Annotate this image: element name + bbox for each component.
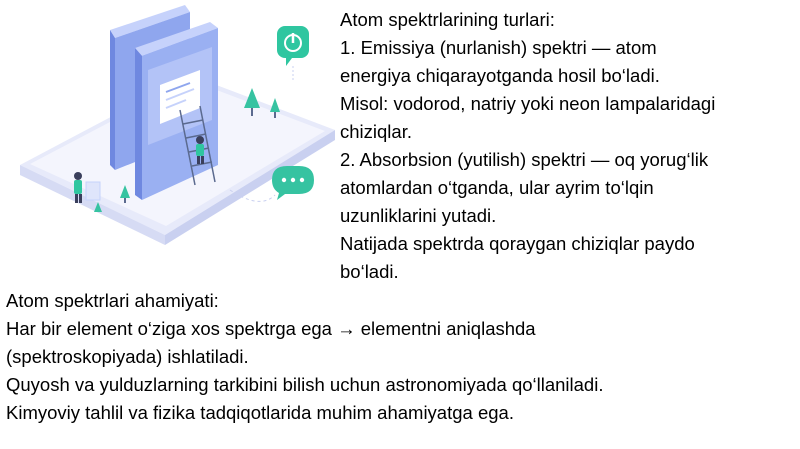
- spectrum-types-block: [340, 6, 795, 286]
- significance-line-1: Har bir element o‘ziga xos spektrga ega → elementni aniqlashda: [6, 318, 536, 339]
- absorption-line-2: atomlardan o‘tganda, ular ayrim to‘lqin: [340, 177, 654, 198]
- result-line-1: Natijada spektrda qoraygan chiziqlar paydo: [340, 233, 695, 254]
- spectrum-types-heading: Atom spektrlarining turlari:: [340, 9, 555, 30]
- illustration: [0, 0, 340, 260]
- example-line-2: chiziqlar.: [340, 121, 412, 142]
- significance-block: [6, 287, 796, 427]
- person-icon: [196, 136, 204, 164]
- chat-bubble-icon: [272, 166, 314, 200]
- significance-line-4: Kimyoviy tahlil va fizika tadqiqotlarida muhim ahamiyatga ega.: [6, 402, 514, 423]
- emission-line-1: 1. Emissiya (nurlanish) spektri — atom: [340, 37, 657, 58]
- result-line-2: bo‘ladi.: [340, 261, 399, 282]
- absorption-line-3: uzunliklarini yutadi.: [340, 205, 497, 226]
- significance-line-3: Quyosh va yulduzlarning tarkibini bilish uchun astronomiyada qo‘llaniladi.: [6, 374, 604, 395]
- significance-line-2: (spektroskopiyada) ishlatiladi.: [6, 346, 249, 367]
- absorption-line-1: 2. Absorbsion (yutilish) spektri — oq yorug‘lik: [340, 149, 709, 170]
- example-line-1: Misol: vodorod, natriy yoki neon lampalaridagi: [340, 93, 716, 114]
- emission-line-2: energiya chiqarayotganda hosil bo‘ladi.: [340, 65, 660, 86]
- significance-heading: Atom spektrlari ahamiyati:: [6, 290, 219, 311]
- power-bubble-icon: [277, 26, 309, 80]
